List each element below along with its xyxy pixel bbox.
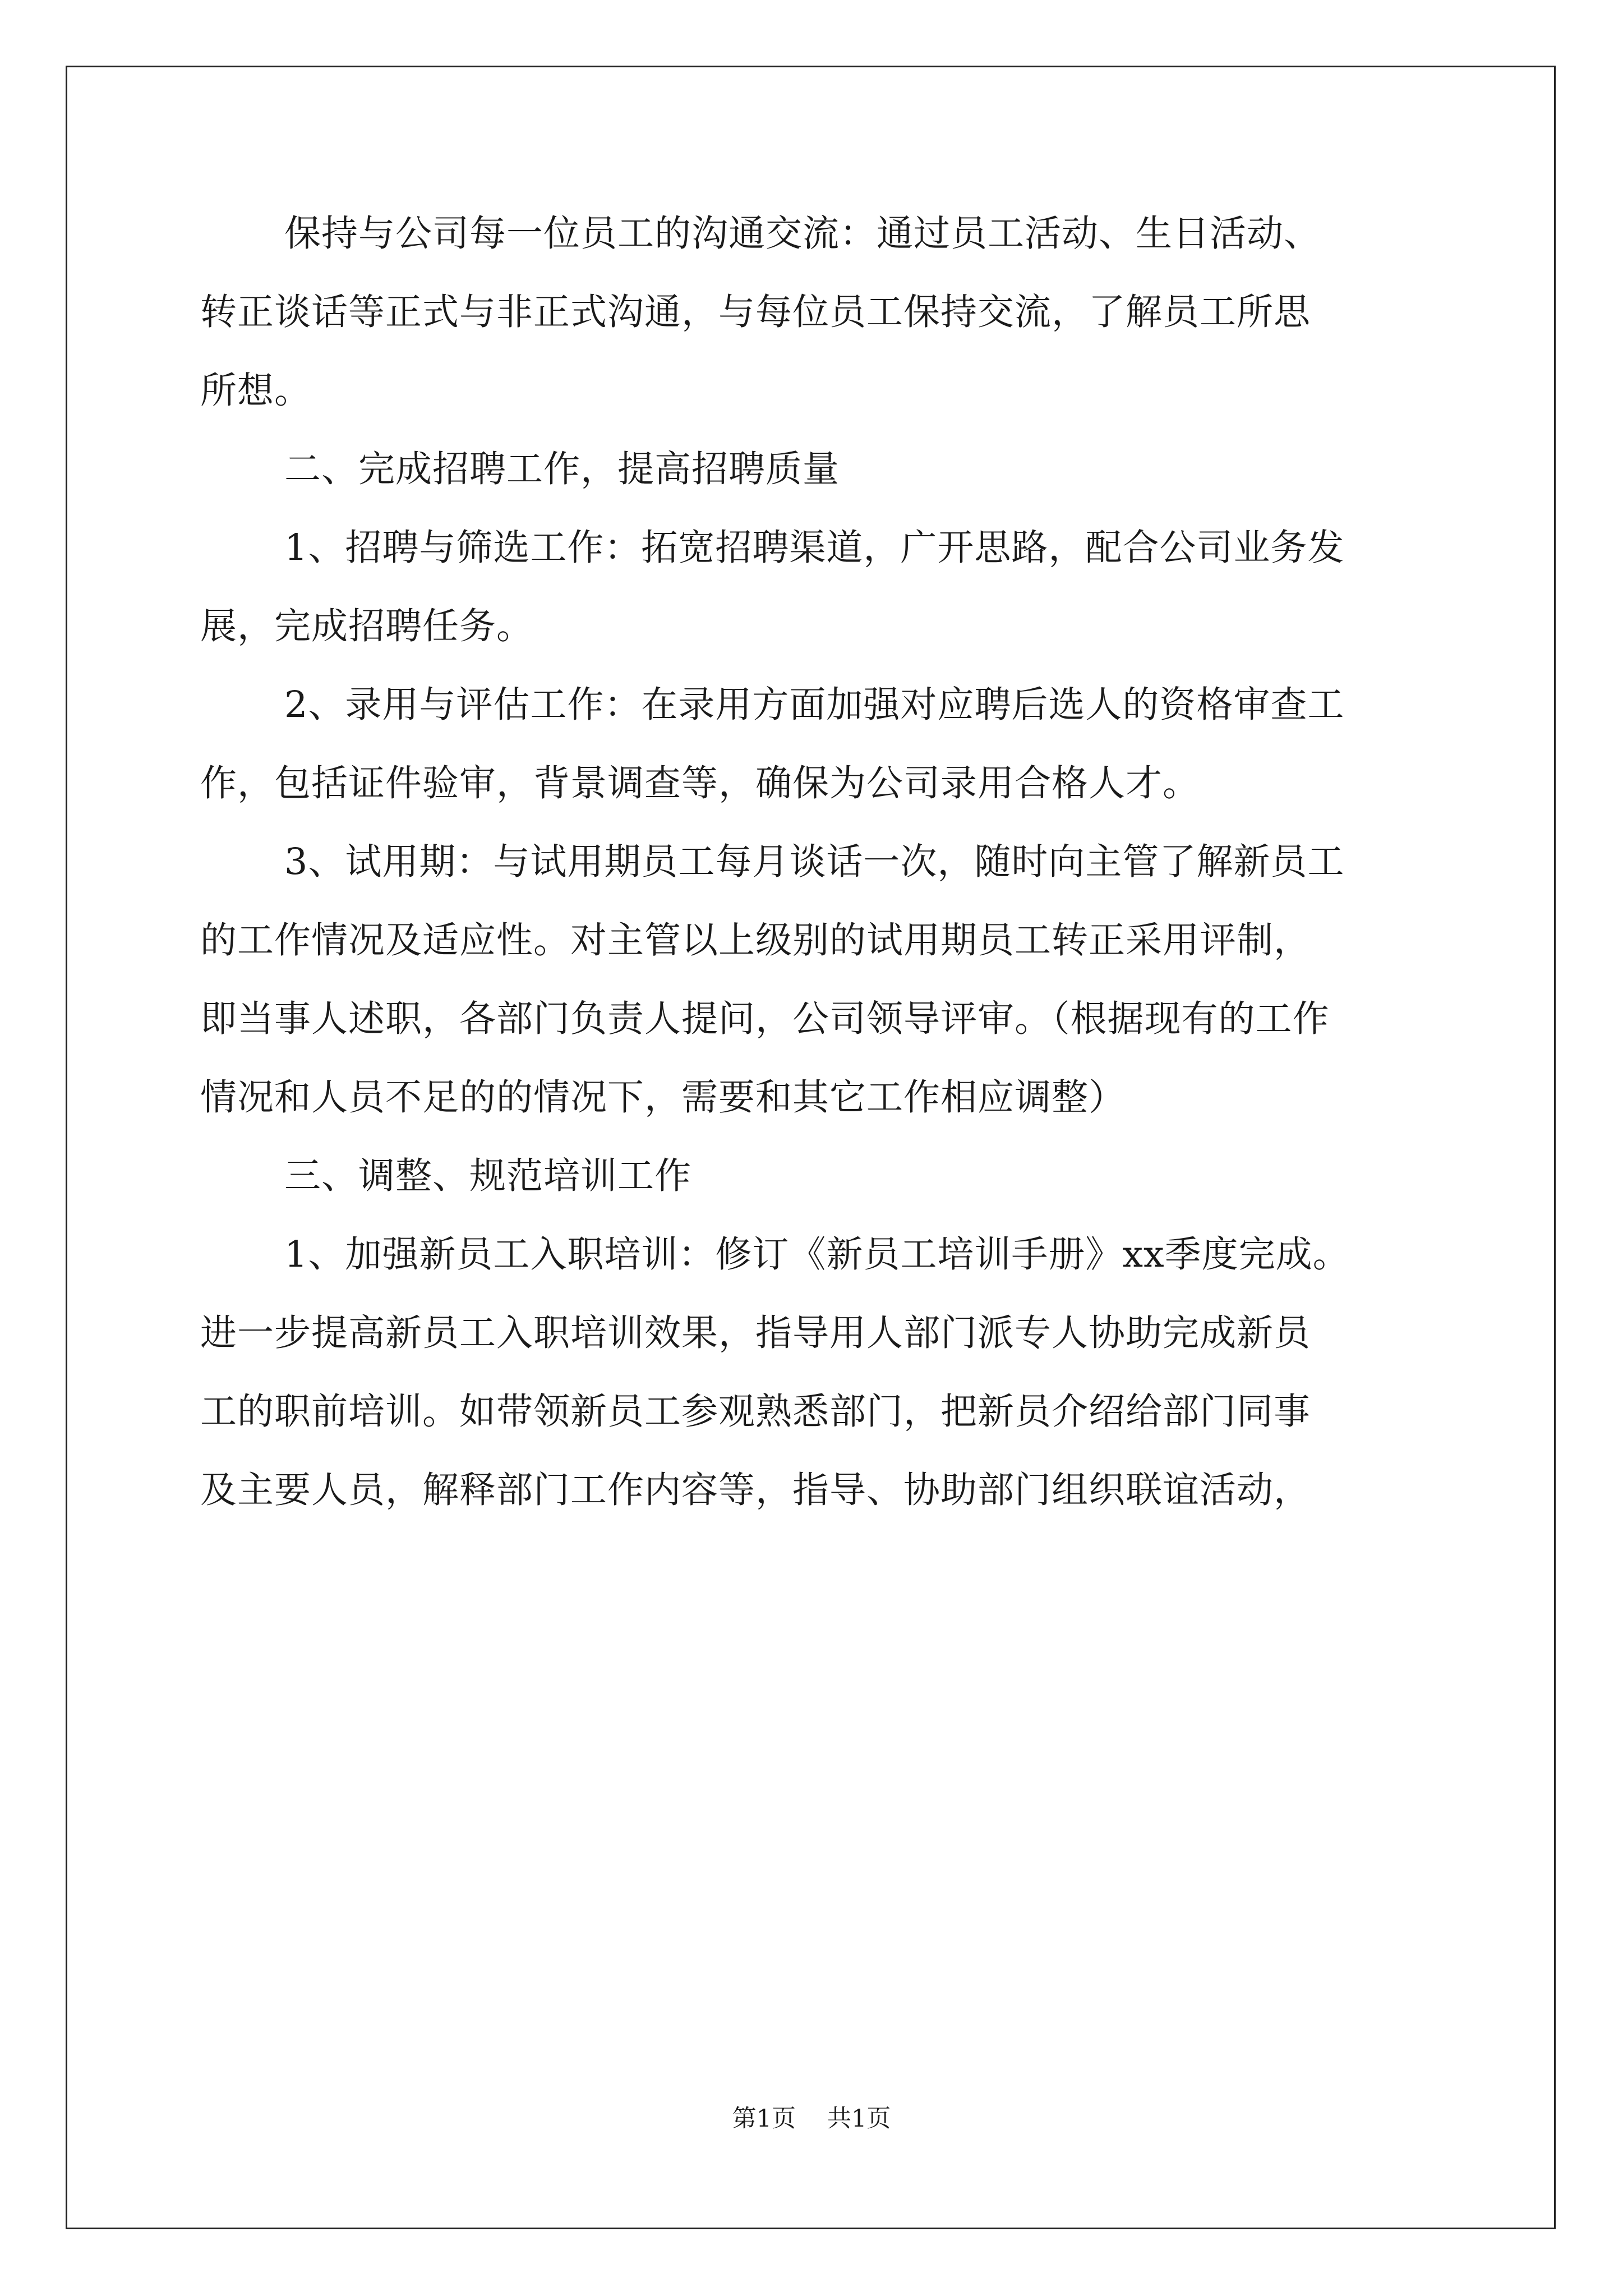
paragraph-line: 及主要人员，解释部门工作内容等，指导、协助部门组织联谊活动， <box>200 1469 1311 1511</box>
section-heading: 三、调整、规范培训工作 <box>284 1155 692 1197</box>
paragraph-line: 保持与公司每一位员工的沟通交流：通过员工活动、生日活动、 <box>284 213 1321 255</box>
paragraph-line: 2、录用与评估工作：在录用方面加强对应聘后选人的资格审查工 <box>284 684 1345 726</box>
paragraph-line: 作，包括证件验审，背景调查等，确保为公司录用合格人才。 <box>200 762 1200 804</box>
paragraph-line: 3、试用期：与试用期员工每月谈话一次，随时向主管了解新员工 <box>284 841 1345 883</box>
paragraph-line: 工的职前培训。如带领新员工参观熟悉部门，把新员介绍给部门同事 <box>200 1391 1311 1433</box>
paragraph-line: 所想。 <box>200 370 312 412</box>
section-heading: 二、完成招聘工作，提高招聘质量 <box>284 448 840 490</box>
paragraph-line: 即当事人述职，各部门负责人提问，公司领导评审。（根据现有的工作 <box>200 998 1330 1040</box>
page-footer <box>0 2102 1623 2136</box>
page-number: 第1页 <box>732 2105 796 2133</box>
paragraph-line: 转正谈话等正式与非正式沟通，与每位员工保持交流，了解员工所思 <box>200 291 1311 333</box>
paragraph-line: 1、加强新员工入职培训：修订《新员工培训手册》xx季度完成。 <box>284 1234 1350 1276</box>
paragraph-line: 进一步提高新员工入职培训效果，指导用人部门派专人协助完成新员 <box>200 1312 1311 1354</box>
paragraph-line: 的工作情况及适应性。对主管以上级别的试用期员工转正采用评制， <box>200 919 1311 961</box>
paragraph-line: 1、招聘与筛选工作：拓宽招聘渠道，广开思路，配合公司业务发 <box>284 527 1345 569</box>
paragraph-line: 展，完成招聘任务。 <box>200 605 534 647</box>
page-total: 共1页 <box>827 2105 891 2133</box>
paragraph-line: 情况和人员不足的的情况下，需要和其它工作相应调整） <box>200 1076 1126 1119</box>
